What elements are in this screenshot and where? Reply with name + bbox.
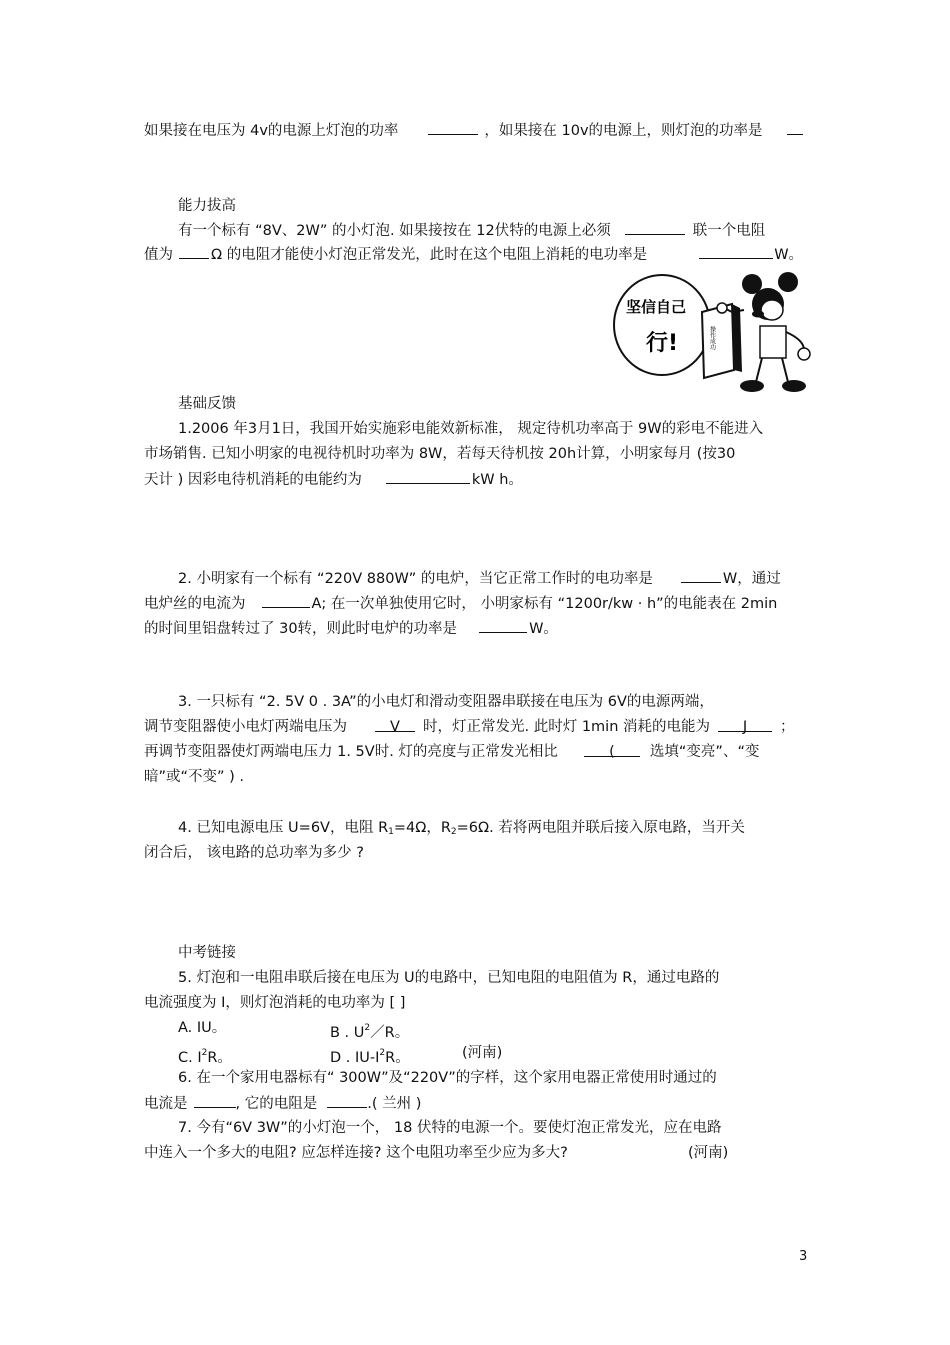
q1-line-3 — [144, 469, 523, 490]
q4-sub-1: 1 — [388, 827, 394, 837]
ability-line-1 — [178, 220, 765, 241]
blank-line — [681, 568, 721, 583]
section-heading-basic: 基础反馈 — [178, 396, 236, 412]
mickey-cartoon-image — [612, 270, 817, 398]
q1-text-b: kW h。 — [471, 472, 523, 488]
blank-line — [699, 244, 773, 259]
intro-text-b: ，如果接在 10v的电源上，则灯泡的功率是 — [484, 123, 763, 139]
q5-source: (河南) — [462, 1045, 503, 1061]
ability-text-e: W。 — [774, 247, 804, 263]
q3-line-1: 3. 一只标有 “2. 5V 0 . 3A”的小电灯和滑动变阻器串联接在电压为 6V的电源两端， — [178, 694, 714, 710]
q2-text-e: 的时间里铝盘转过了 30转，则此时电炉的功率是 — [144, 621, 458, 637]
q5-option-d-sup: 2 — [379, 1048, 386, 1058]
q2-line-1 — [178, 568, 781, 589]
q2-text-f: W。 — [529, 621, 558, 637]
q4-text-a: 4. 已知电源电压 U=6V，电阻 R — [178, 820, 389, 836]
q3-line-3 — [144, 742, 759, 762]
blank-line — [479, 618, 527, 633]
q5-option-a: A. IU。 — [178, 1020, 227, 1036]
q5-option-d-text: D . IU-I — [330, 1050, 380, 1066]
page-number: 3 — [799, 1249, 808, 1264]
q5-option-c-text2: R。 — [207, 1050, 232, 1066]
q2-text-a: 2. 小明家有一个标有 “220V 880W” 的电炉，当它正常工作时的电功率是 — [178, 571, 653, 587]
ability-text-b: 联一个电阻 — [692, 223, 766, 239]
q7-source: (河南) — [688, 1145, 729, 1161]
ability-text-c: 值为 — [144, 247, 173, 263]
q6-text-c: .( 兰州 ) — [367, 1096, 422, 1112]
q3-text-a: 调节变阻器使小电灯两端电压为 — [144, 719, 347, 735]
q3-line-2 — [144, 717, 795, 737]
q2-text-b: W，通过 — [722, 571, 781, 587]
q6-line-2 — [144, 1093, 421, 1114]
blank-line-j — [718, 717, 772, 735]
q5-option-b-sup: 2 — [364, 1023, 371, 1033]
cartoon-text-side: 操作成功 — [708, 326, 716, 350]
q5-option-b — [330, 1018, 409, 1043]
blank-line — [179, 244, 209, 259]
q5-option-c-text: C. I — [178, 1050, 202, 1066]
q5-option-c-sup: 2 — [201, 1048, 208, 1058]
q3-unit-j: J — [742, 719, 748, 735]
q1-line-1: 1.2006 年3月1日，我国开始实施彩电能效新标准， 规定待机功率高于 9W的彩电不能进入 — [178, 421, 764, 437]
q4-line-2: 闭合后， 该电路的总功率为多少 ? — [144, 845, 364, 861]
blank-line — [327, 1093, 367, 1108]
intro-text-a: 如果接在电压为 4v的电源上灯泡的功率 — [144, 123, 399, 139]
blank-line — [194, 1093, 236, 1108]
q3-text-d: 再调节变阻器使灯两端电压力 1. 5V时. 灯的亮度与正常发光相比 — [144, 744, 558, 760]
q5-option-c — [178, 1043, 232, 1068]
q7-line-1: 7. 今有“6V 3W”的小灯泡一个， 18 伏特的电源一个。要使灯泡正常发光，应在电路 — [178, 1120, 722, 1136]
q4-sub-2: 2 — [450, 827, 457, 837]
q3-line-4: 暗”或“不变” ) . — [144, 769, 245, 785]
q2-line-3 — [144, 618, 558, 639]
blank-line — [787, 120, 803, 135]
blank-line-v — [375, 717, 415, 735]
ability-text-a: 有一个标有 “8V、2W” 的小灯泡. 如果接按在 12伏特的电源上必须 — [178, 223, 611, 239]
q5-line-1: 5. 灯泡和一电阻串联后接在电压为 U的电路中，已知电阻的电阻值为 R，通过电路的 — [178, 970, 720, 986]
blank-line — [262, 593, 310, 608]
q1-text-a: 天计 ) 因彩电待机消耗的电能约为 — [144, 472, 362, 488]
q2-text-c: 电炉丝的电流为 — [144, 596, 246, 612]
q6-text-b: , 它的电阻是 — [235, 1096, 318, 1112]
blank-line — [428, 120, 478, 135]
section-heading-ability: 能力拔高 — [178, 198, 236, 214]
q5-option-b-text2: ／R。 — [370, 1025, 410, 1041]
q3-unit-v: V — [390, 719, 400, 735]
q5-option-d — [330, 1043, 410, 1068]
q2-text-d: A; 在一次单独使用它时， 小明家标有 “1200r/kw · h”的电能表在 2min — [311, 596, 778, 612]
q3-text-e: 选填“变亮”、“变 — [649, 744, 760, 760]
q3-text-b: 时，灯正常发光. 此时灯 1min 消耗的电能为 — [423, 719, 711, 735]
q3-text-c: ； — [780, 719, 795, 735]
cartoon-text-main2: 行! — [646, 331, 679, 356]
q4-line-1 — [178, 818, 745, 842]
blank-line — [625, 220, 685, 235]
q5-option-d-text2: R。 — [385, 1050, 410, 1066]
section-heading-exam: 中考链接 — [178, 945, 236, 961]
q7-line-2: 中连入一个多大的电阻? 应怎样连接? 这个电阻功率至少应为多大? — [144, 1145, 568, 1161]
ability-line-2 — [144, 244, 803, 265]
q5-line-2: 电流强度为 I，则灯泡消耗的电功率为 [ ] — [144, 995, 406, 1011]
q6-text-a: 电流是 — [144, 1096, 188, 1112]
q4-text-b: =4Ω，R — [393, 820, 451, 836]
q2-line-2 — [144, 593, 777, 614]
q5-option-b-text: B . U — [330, 1025, 365, 1041]
q6-line-1: 6. 在一个家用电器标有“ 300W”及“220V”的字样，这个家用电器正常使用时通过的 — [178, 1070, 717, 1086]
blank-line-choice — [584, 742, 640, 760]
intro-line-1 — [144, 120, 803, 141]
cartoon-text-main1: 坚信自己 — [626, 298, 687, 316]
q1-line-2: 市场销售. 已知小明家的电视待机时功率为 8W，若每天待机按 20h计算，小明家每月 (按30 — [144, 446, 736, 462]
q3-paren: ( — [609, 744, 615, 760]
q4-text-c: =6Ω. 若将两电阻并联后接入原电路，当开关 — [456, 820, 745, 836]
blank-line — [386, 469, 470, 484]
ability-text-d: Ω 的电阻才能使小灯泡正常发光，此时在这个电阻上消耗的电功率是 — [211, 247, 648, 263]
